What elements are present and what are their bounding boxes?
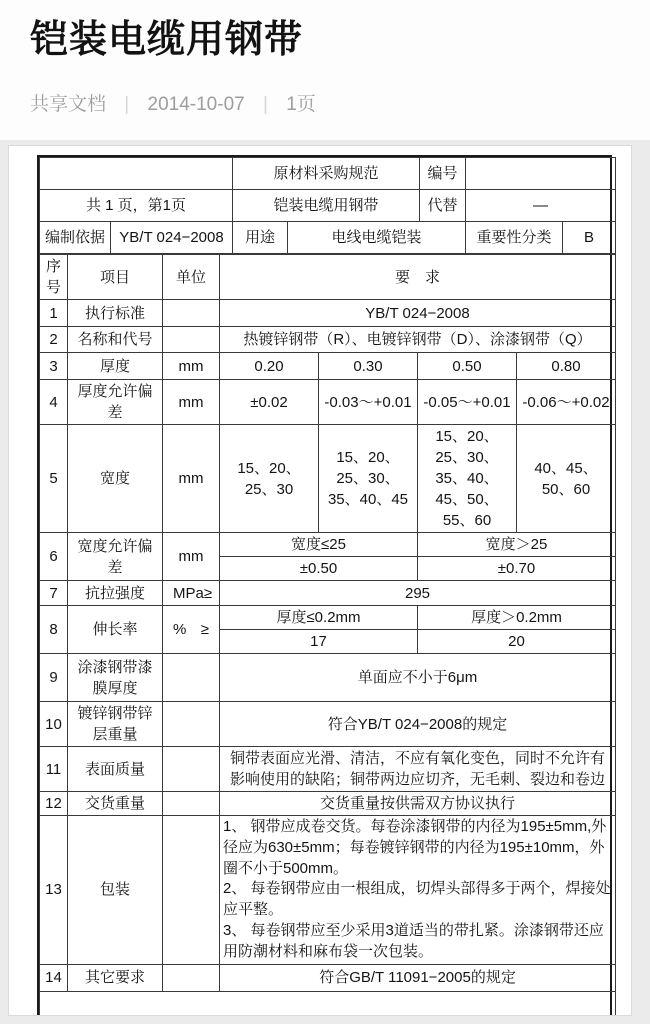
gte-operator: ≥ xyxy=(203,584,213,602)
unit-symbol: MPa xyxy=(173,584,204,602)
row-item: 宽度 xyxy=(68,425,163,533)
row-req: 热镀锌钢带（R）、电镀锌钢带（D）、涂漆钢带（Q） xyxy=(220,327,616,353)
row-no: 11 xyxy=(40,747,68,792)
row-value: 0.30 xyxy=(319,353,418,380)
row-condition: 厚度＞0.2mm xyxy=(418,606,616,630)
row-value: ±0.50 xyxy=(220,557,418,581)
meta-separator: | xyxy=(263,93,268,115)
info-doc-name: 铠装电缆用钢带 xyxy=(233,190,420,222)
row-no: 5 xyxy=(40,425,68,533)
requirements-table xyxy=(39,254,616,1016)
row-no: 14 xyxy=(40,964,68,991)
info-basis-value: YB/T 024−2008 xyxy=(111,222,233,254)
row-item: 镀锌钢带锌层重量 xyxy=(68,702,163,747)
row-no: 9 xyxy=(40,654,68,702)
row-item: 伸长率 xyxy=(68,606,163,654)
meta-separator: | xyxy=(124,93,130,115)
row-req: 铜带表面应光滑、清洁，不应有氧化变色，同时不允许有影响使用的缺陷；铜带两边应切齐，无毛刺、裂边和卷边 xyxy=(220,747,616,792)
row-unit xyxy=(163,816,220,965)
row-req: 单面应不小于6μm xyxy=(220,654,616,702)
table-empty-row xyxy=(40,991,616,1016)
row-item: 厚度允许偏差 xyxy=(68,380,163,425)
col-header-no: 序号 xyxy=(40,255,68,300)
row-value: -0.03～+0.01 xyxy=(319,380,418,425)
table-row xyxy=(40,702,616,747)
row-req: 交货重量按供需双方协议执行 xyxy=(220,792,616,816)
row-value: 0.80 xyxy=(517,353,616,380)
info-page-info: 共 1 页，第1页 xyxy=(40,190,233,222)
row-value: 0.50 xyxy=(418,353,517,380)
row-item: 交货重量 xyxy=(68,792,163,816)
row-no: 12 xyxy=(40,792,68,816)
row-no: 10 xyxy=(40,702,68,747)
row-req: YB/T 024−2008 xyxy=(220,300,616,327)
row-no: 13 xyxy=(40,816,68,965)
unit-symbol: % xyxy=(173,621,187,638)
row-unit: mm xyxy=(163,380,220,425)
row-unit xyxy=(163,327,220,353)
row-item: 涂漆钢带漆膜厚度 xyxy=(68,654,163,702)
row-no: 2 xyxy=(40,327,68,353)
gte-operator: ≥ xyxy=(200,621,209,638)
info-class-label: 重要性分类 xyxy=(466,222,563,254)
row-unit xyxy=(163,654,220,702)
row-no: 8 xyxy=(40,606,68,654)
row-item: 包装 xyxy=(68,816,163,965)
table-row xyxy=(40,816,616,965)
row-value: 40、45、50、60 xyxy=(517,425,616,533)
row-item: 抗拉强度 xyxy=(68,581,163,606)
table-row xyxy=(40,964,616,991)
row-req xyxy=(220,816,616,965)
table-row xyxy=(40,606,616,630)
row-unit xyxy=(163,581,220,606)
table-row xyxy=(40,581,616,606)
info-number-label: 编号 xyxy=(420,158,466,190)
row-item: 宽度允许偏差 xyxy=(68,533,163,581)
row-condition: 宽度＞25 xyxy=(418,533,616,557)
row-item: 执行标准 xyxy=(68,300,163,327)
document-page xyxy=(8,145,632,1016)
row-condition: 宽度≤25 xyxy=(220,533,418,557)
table-row xyxy=(40,654,616,702)
table-row xyxy=(40,380,616,425)
row-req: 符合GB/T 11091−2005的规定 xyxy=(220,964,616,991)
table-row xyxy=(40,792,616,816)
doc-source-label: 共享文档 xyxy=(30,93,107,115)
doc-header xyxy=(0,0,650,140)
row-value: 20 xyxy=(418,630,616,654)
row-item: 其它要求 xyxy=(68,964,163,991)
row-no: 6 xyxy=(40,533,68,581)
info-use-label: 用途 xyxy=(233,222,288,254)
row-no: 7 xyxy=(40,581,68,606)
row-value: 17 xyxy=(220,630,418,654)
row-item: 厚度 xyxy=(68,353,163,380)
info-class-value: B xyxy=(563,222,616,254)
row-req: 295 xyxy=(220,581,616,606)
info-use-value: 电线电缆铠装 xyxy=(288,222,466,254)
row-unit xyxy=(163,964,220,991)
table-row xyxy=(40,425,616,533)
row-value: 0.20 xyxy=(220,353,319,380)
row-unit xyxy=(163,702,220,747)
doc-page-count: 1页 xyxy=(286,93,316,115)
table-row xyxy=(40,300,616,327)
doc-date: 2014-10-07 xyxy=(147,93,245,115)
row-value: ±0.02 xyxy=(220,380,319,425)
row-unit: mm xyxy=(163,353,220,380)
table-row xyxy=(40,747,616,792)
packaging-rule-2: 2、 每卷钢带应由一根组成，切焊头部得多于两个，焊接处应平整。 xyxy=(223,880,611,919)
row-no: 4 xyxy=(40,380,68,425)
row-unit xyxy=(163,747,220,792)
row-item: 表面质量 xyxy=(68,747,163,792)
info-basis-label: 编制依据 xyxy=(40,222,111,254)
info-table xyxy=(39,157,616,254)
row-no: 1 xyxy=(40,300,68,327)
row-unit: mm xyxy=(163,533,220,581)
spec-table xyxy=(37,155,612,1016)
doc-meta xyxy=(30,89,630,116)
info-replace-value: — xyxy=(466,190,616,222)
row-unit: mm xyxy=(163,425,220,533)
info-blank-cell xyxy=(40,158,233,190)
col-header-req: 要 求 xyxy=(220,255,616,300)
info-number-value xyxy=(466,158,616,190)
col-header-item: 项目 xyxy=(68,255,163,300)
empty-footer-cell xyxy=(40,991,616,1016)
row-condition: 厚度≤0.2mm xyxy=(220,606,418,630)
row-unit xyxy=(163,792,220,816)
row-unit xyxy=(163,606,220,654)
row-value: 15、20、25、30、35、40、45 xyxy=(319,425,418,533)
row-value: 15、20、25、30 xyxy=(220,425,319,533)
table-row xyxy=(40,353,616,380)
row-unit xyxy=(163,300,220,327)
table-header-row xyxy=(40,255,616,300)
packaging-rule-3: 3、 每卷钢带应至少采用3道适当的带扎紧。涂漆钢带还应用防潮材料和麻布袋一次包装。 xyxy=(223,921,604,960)
page-title: 铠装电缆用钢带 xyxy=(30,19,304,61)
info-replace-label: 代替 xyxy=(420,190,466,222)
row-req: 符合YB/T 024−2008的规定 xyxy=(220,702,616,747)
row-value: -0.06～+0.02 xyxy=(517,380,616,425)
row-item: 名称和代号 xyxy=(68,327,163,353)
row-value: ±0.70 xyxy=(418,557,616,581)
table-row xyxy=(40,327,616,353)
col-header-unit: 单位 xyxy=(163,255,220,300)
packaging-rule-1: 1、 钢带应成卷交货。每卷涂漆钢带的内径为195±5mm,外径应为630±5mm；每卷镀锌钢带的内径为195±10mm，外圈不小于500mm。 xyxy=(223,818,607,877)
info-spec-title: 原材料采购规范 xyxy=(233,158,420,190)
row-value: -0.05～+0.01 xyxy=(418,380,517,425)
row-value: 15、20、25、30、35、40、45、50、55、60 xyxy=(418,425,517,533)
row-no: 3 xyxy=(40,353,68,380)
table-row xyxy=(40,533,616,557)
